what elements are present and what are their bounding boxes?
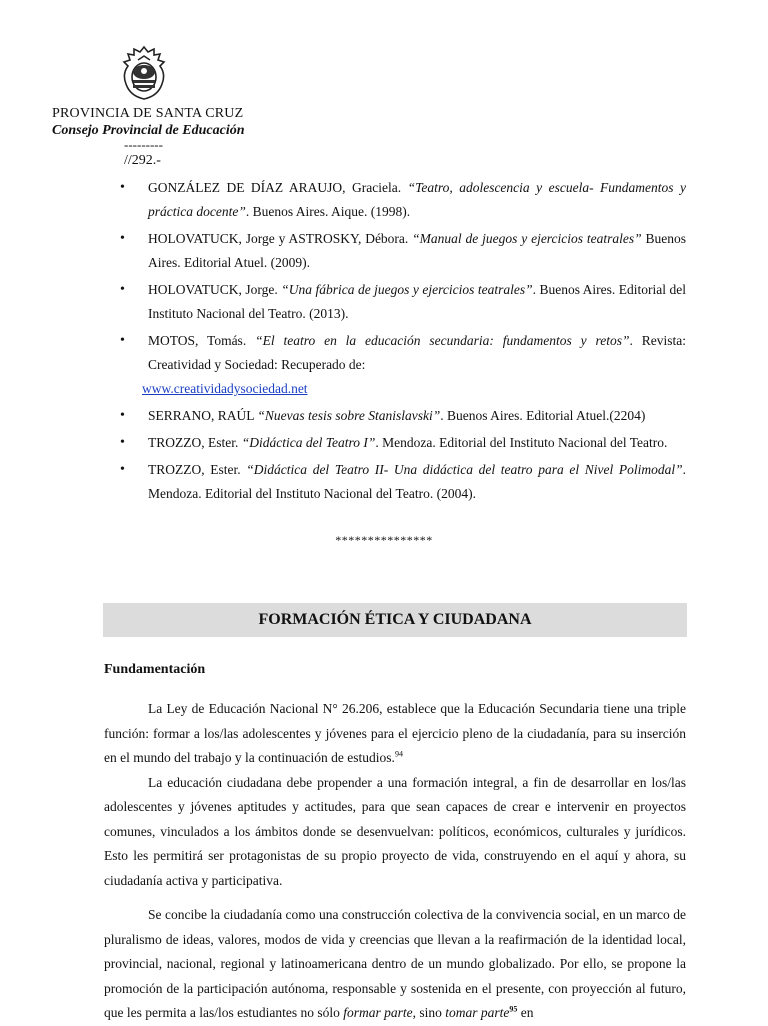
list-item: • HOLOVATUCK, Jorge. “Una fábrica de juegos y ejercicios teatrales”. Buenos Aires. Editorial del Instituto Nacional del Teatro. (2013). [104, 278, 686, 326]
council-name: Consejo Provincial de Educación [52, 123, 245, 138]
separator: *************** [335, 533, 433, 547]
section-title [103, 603, 687, 637]
list-item: • HOLOVATUCK, Jorge y ASTROSKY, Débora. “Manual de juegos y ejercicios teatrales” Buenos Aires. Editorial Atuel. (2009). [104, 227, 686, 275]
creatividad-link[interactable]: www.creatividadysociedad.net [142, 381, 308, 396]
paragraph: La educación ciudadana debe propender a una formación integral, a fin de desarrollar en los/las adolescentes y jóvenes aptitudes y actitudes, para que sean capaces de crear e intervenir en proyectos comunes, vinculados a los ámbitos donde se desenvuelvan: políticos, económicos, culturales y jurídicos. Esto les permitirá ser protagonistas de su propio proyecto de vida, construyendo en el aquí y ahora, su ciudadanía activa y participativa. [104, 774, 686, 888]
provincial-seal-icon [118, 44, 170, 102]
page-reference: //292.- [124, 153, 161, 168]
header-rule: --------- [124, 137, 163, 152]
list-item: • MOTOS, Tomás. “El teatro en la educación secundaria: fundamentos y retos”. Revista: Creatividad y Sociedad: Recuperado de: [104, 329, 686, 377]
province-name: PROVINCIA DE SANTA CRUZ [52, 106, 244, 121]
footnote-ref: 94 [394, 749, 403, 759]
paragraph: La Ley de Educación Nacional N° 26.206, establece que la Educación Secundaria tiene una triple función: formar a los/las adolescentes y jóvenes para el ejercicio pleno de la ciudadanía, para su inserción en el mundo del trabajo y la continuación de estudios.$^{94}$ [104, 701, 686, 765]
footnote-ref: 95 [509, 1004, 518, 1014]
bibliography-list [104, 176, 686, 509]
list-item: • TROZZO, Ester. “Didáctica del Teatro I”. Mendoza. Editorial del Instituto Nacional del Teatro. [104, 431, 686, 455]
list-item: • SERRANO, RAÚL “Nuevas tesis sobre Stanislavski”. Buenos Aires. Editorial Atuel.(2204) [104, 404, 686, 428]
paragraph: Se concibe la ciudadanía como una construcción colectiva de la convivencia social, en un marco de pluralismo de ideas, valores, modos de vida y creencias que llevan a la reafirmación de la identidad local, provincial, nacional, regional y latinoamericana dentro de un mundo globalizado. Por ello, se propone la promoción de la participación autónoma, responsable y sostenida en el presente, con proyección al futuro, que les permita a las/los estudiantes no sólo formar parte, sino tomar parte$^{95}$ en [104, 907, 686, 1020]
subheading: Fundamentación [104, 662, 206, 677]
list-item: • GONZÁLEZ DE DÍAZ ARAUJO, Graciela. “Teatro, adolescencia y escuela- Fundamentos y práctica docente”. Buenos Aires. Aique. (1998). [104, 176, 686, 224]
list-item [104, 377, 686, 401]
list-item: • TROZZO, Ester. “Didáctica del Teatro II- Una didáctica del teatro para el Nivel Polimodal”. Mendoza. Editorial del Instituto Nacional del Teatro. (2004). [104, 458, 686, 506]
body-text [104, 697, 686, 1026]
section-title-text: FORMACIÓN ÉTICA Y CIUDADANA [258, 611, 532, 628]
